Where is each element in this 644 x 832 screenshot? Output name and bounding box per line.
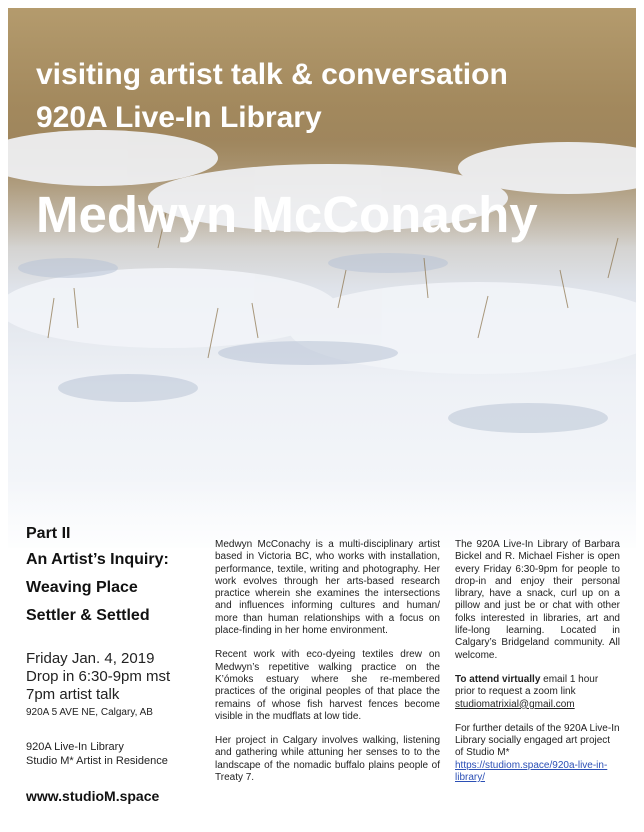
attend-text: email 1 hour prior to request a zoom link xyxy=(455,673,599,698)
talk-title-line: Settler & Settled xyxy=(26,607,150,624)
bio-paragraph: Medwyn McConachy is a multi-disciplinary artist based in Victoria BC, who works with installation, performance, textile, writing and photography. Her work evolves through her arts-based research practice wherein she examines the intersections and influences informing cultures and human/ more than human relationships with a focus on place-finding in her home environment. xyxy=(215,539,440,637)
talk-title-line: Weaving Place xyxy=(26,579,138,596)
talk-title-line: An Artist’s Inquiry: xyxy=(26,551,169,568)
details-paragraph xyxy=(455,723,620,784)
website-link[interactable]: www.studioM.space xyxy=(26,788,160,804)
residence-label: Studio M* Artist in Residence xyxy=(26,755,168,767)
library-name: 920A Live-In Library xyxy=(26,741,124,753)
contact-email[interactable]: studiomatrixial@gmail.com xyxy=(455,698,575,710)
event-date: Friday Jan. 4, 2019 xyxy=(26,650,155,667)
artist-bio-column xyxy=(215,539,440,796)
drop-in-hours: Drop in 6:30-9pm mst xyxy=(26,668,171,685)
event-address: 920A 5 AVE NE, Calgary, AB xyxy=(26,707,153,718)
part-label: Part II xyxy=(26,525,71,542)
event-info-column xyxy=(26,522,212,804)
bio-paragraph: Her project in Calgary involves walking, listening and gathering while attuning her senses to to the landscape of the nomadic buffalo plains people of Treaty 7. xyxy=(215,735,440,784)
event-details xyxy=(26,650,212,704)
event-type-heading: visiting artist talk & conversation xyxy=(36,58,508,91)
library-paragraph: The 920A Live-In Library of Barbara Bickel and R. Michael Fisher is open every Friday 6:30-9pm for people to drop-in and enjoy their personal library, have a snack, curl up on a pillow and just be or chat with other folks interested in libraries, art and life-long learning. Located in Calgary’s Bridgeland community. All welcome. xyxy=(455,539,620,661)
attend-paragraph xyxy=(455,674,620,711)
bio-paragraph: Recent work with eco-dyeing textiles drew on Medwyn’s repetitive walking practice on the K’ómoks estuary where she re-membered practices of the original peoples of that place the remains of whose fish harvest fences become visible in the mudflats at low tide. xyxy=(215,649,440,722)
artist-name: Medwyn McConachy xyxy=(36,186,538,243)
talk-time: 7pm artist talk xyxy=(26,686,120,703)
project-link[interactable]: https://studiom.space/920a-live-in-library/ xyxy=(455,759,608,784)
venue-heading: 920A Live-In Library xyxy=(36,101,322,134)
details-text: For further details of the 920A Live-In Library socially engaged art project of Studio M* xyxy=(455,722,620,759)
library-info-column xyxy=(455,539,620,796)
library-info xyxy=(26,740,212,768)
attend-label: To attend virtually xyxy=(455,673,541,685)
